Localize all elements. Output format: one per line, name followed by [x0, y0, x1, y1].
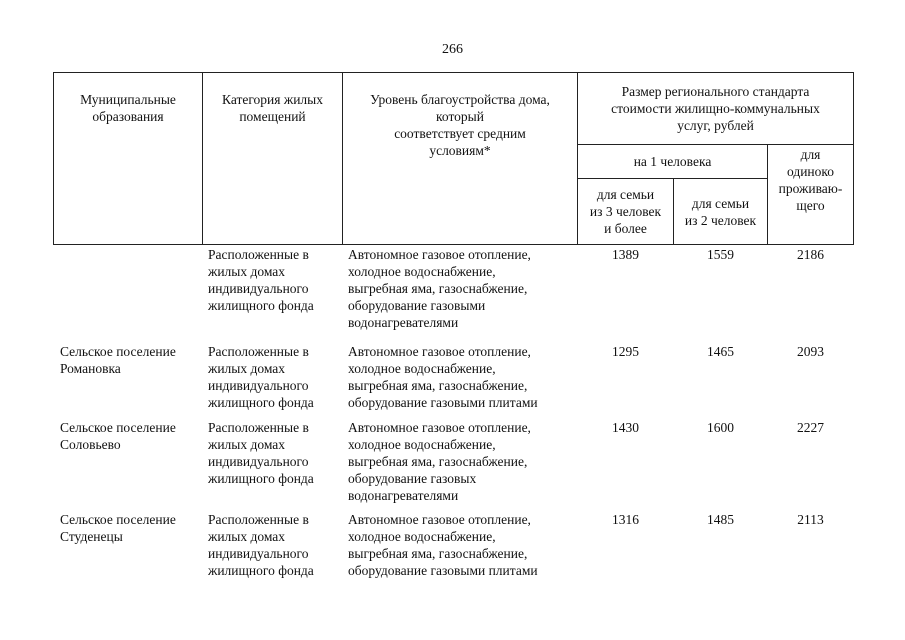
family3-value: 1295 [612, 344, 639, 359]
header-single-label: для одиноко проживаю- щего [778, 147, 843, 213]
family3-value: 1430 [612, 420, 639, 435]
municipality-cell: Сельское поселение Романовка [60, 344, 176, 376]
header-family3-label: для семьи из 3 человек и более [589, 187, 662, 236]
header-per-person-label: на 1 человека [633, 154, 712, 169]
amenity-cell: Автономное газовое отопление, холодное водоснабжение, выгребная яма, газоснабжение, оборудование газовых водонагревателями [348, 420, 531, 503]
family2-value: 1465 [707, 344, 734, 359]
municipality-cell: Сельское поселение Соловьево [60, 420, 176, 452]
family2-value: 1559 [707, 247, 734, 262]
category-cell: Расположенные в жилых домах индивидуального жилищного фонда [208, 512, 314, 578]
header-standard-label: Размер регионального стандарта стоимости жилищно-коммунальных услуг, рублей [611, 84, 820, 133]
single-value: 2113 [797, 512, 824, 527]
single-value: 2227 [797, 420, 824, 435]
family3-value: 1389 [612, 247, 639, 262]
header-family2-label: для семьи из 2 человек [684, 196, 757, 228]
header-amenity-label: Уровень благоустройства дома, который соответствует средним условиям* [370, 92, 550, 158]
category-cell: Расположенные в жилых домах индивидуального жилищного фонда [208, 247, 314, 313]
amenity-cell: Автономное газовое отопление, холодное водоснабжение, выгребная яма, газоснабжение, оборудование газовыми плитами [348, 512, 538, 578]
single-value: 2186 [797, 247, 824, 262]
municipality-cell: Сельское поселение Студенецы [60, 512, 176, 544]
amenity-cell: Автономное газовое отопление, холодное водоснабжение, выгребная яма, газоснабжение, оборудование газовыми водонагревателями [348, 247, 531, 330]
amenity-cell: Автономное газовое отопление, холодное водоснабжение, выгребная яма, газоснабжение, оборудование газовыми плитами [348, 344, 538, 410]
category-cell: Расположенные в жилых домах индивидуального жилищного фонда [208, 344, 314, 410]
header-municipality-label: Муниципальные образования [80, 92, 176, 124]
page-number: 266 [442, 42, 463, 57]
family2-value: 1485 [707, 512, 734, 527]
header-category-label: Категория жилых помещений [222, 92, 323, 124]
single-value: 2093 [797, 344, 824, 359]
family2-value: 1600 [707, 420, 734, 435]
family3-value: 1316 [612, 512, 639, 527]
category-cell: Расположенные в жилых домах индивидуального жилищного фонда [208, 420, 314, 486]
